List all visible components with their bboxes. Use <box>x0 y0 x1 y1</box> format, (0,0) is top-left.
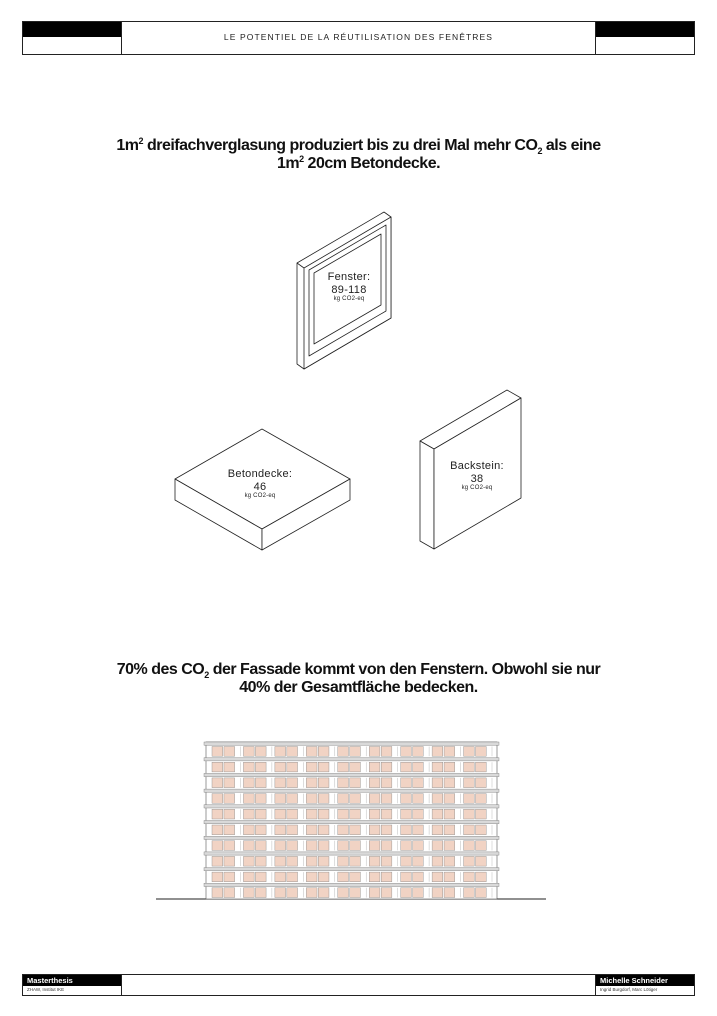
facade-window <box>306 888 317 898</box>
facade-window <box>401 778 412 788</box>
facade-window <box>413 794 424 804</box>
facade-window <box>287 856 298 866</box>
facade-window <box>306 747 317 757</box>
facade-window <box>318 856 329 866</box>
facade-window <box>444 778 455 788</box>
facade-window <box>338 778 349 788</box>
facade-window <box>318 825 329 835</box>
facade-window <box>275 856 286 866</box>
facade-window <box>476 856 487 866</box>
facade-window <box>432 888 443 898</box>
facade-window <box>243 747 254 757</box>
facade-window <box>381 841 392 851</box>
window-label-name: Fenster: <box>327 271 371 283</box>
facade-window <box>275 872 286 882</box>
facade-window <box>381 809 392 819</box>
facade-window <box>212 856 223 866</box>
facade-window <box>369 888 380 898</box>
facade-window <box>476 888 487 898</box>
facade-window <box>306 841 317 851</box>
facade-window <box>369 809 380 819</box>
facade-window <box>401 841 412 851</box>
facade-window <box>243 825 254 835</box>
facade-window <box>369 762 380 772</box>
facade-window <box>287 778 298 788</box>
heading1-text-4: 1m <box>276 155 300 172</box>
facade-window <box>243 778 254 788</box>
facade-window <box>464 825 475 835</box>
facade-window <box>413 825 424 835</box>
facade-window <box>318 778 329 788</box>
facade-window <box>401 762 412 772</box>
facade-window <box>401 872 412 882</box>
facade-window <box>224 747 235 757</box>
facade-window <box>243 841 254 851</box>
facade-window <box>369 825 380 835</box>
facade-window <box>432 762 443 772</box>
facade-window <box>401 856 412 866</box>
facade-window <box>243 888 254 898</box>
facade-window <box>350 825 361 835</box>
facade-window <box>338 762 349 772</box>
facade-window <box>464 888 475 898</box>
facade-window <box>318 762 329 772</box>
floor-slab <box>204 789 499 792</box>
facade-window <box>432 778 443 788</box>
facade-window <box>369 778 380 788</box>
facade-window <box>432 809 443 819</box>
floor-slab <box>204 773 499 776</box>
slab-label-name: Betondecke: <box>227 468 293 480</box>
facade-window <box>224 809 235 819</box>
facade-window <box>432 747 443 757</box>
facade-window <box>287 888 298 898</box>
facade-window <box>444 747 455 757</box>
facade-window <box>212 762 223 772</box>
facade-window <box>401 825 412 835</box>
facade-window <box>444 809 455 819</box>
facade-window <box>444 841 455 851</box>
facade-window <box>464 809 475 819</box>
facade-window <box>464 747 475 757</box>
facade-window <box>318 809 329 819</box>
facade-window <box>255 872 266 882</box>
facade-window <box>369 856 380 866</box>
facade-window <box>413 856 424 866</box>
facade-window <box>444 872 455 882</box>
facade-window <box>476 762 487 772</box>
footer-subtitle-right: Ingrid Burgdorf, Marc Lötiger <box>600 987 658 992</box>
slab-label-unit: kg CO2-eq <box>244 493 276 499</box>
facade-window <box>413 809 424 819</box>
heading1-sub-1: 2 <box>537 146 542 156</box>
facade-window <box>381 762 392 772</box>
heading2-text-2: der Fassade kommt von den Fenstern. Obwohl sie nur <box>208 661 601 678</box>
facade-window <box>212 825 223 835</box>
facade-window <box>476 872 487 882</box>
heading1-text-5: 20cm Betondecke. <box>303 155 441 172</box>
facade-window <box>432 856 443 866</box>
facade-window <box>432 825 443 835</box>
brick-label-value: 38 <box>470 473 484 485</box>
facade-window <box>413 778 424 788</box>
facade-window <box>306 778 317 788</box>
facade-window <box>401 888 412 898</box>
facade-window <box>224 794 235 804</box>
facade-window <box>255 794 266 804</box>
facade-window <box>224 778 235 788</box>
facade-window <box>476 747 487 757</box>
footer-divider-left <box>121 975 122 995</box>
floor-slab <box>204 868 499 871</box>
facade-window <box>338 809 349 819</box>
facade-window <box>275 747 286 757</box>
facade-window <box>338 856 349 866</box>
facade-window <box>275 825 286 835</box>
facade-window <box>287 762 298 772</box>
window-label-value: 89-118 <box>331 284 367 296</box>
facade-window <box>255 809 266 819</box>
facade-window <box>275 778 286 788</box>
facade-window <box>401 747 412 757</box>
facade-window <box>287 809 298 819</box>
facade-window <box>306 825 317 835</box>
facade-window <box>306 856 317 866</box>
facade-window <box>287 872 298 882</box>
footer-title-right: Michelle Schneider <box>596 975 694 986</box>
facade-window <box>476 841 487 851</box>
facade-window <box>338 872 349 882</box>
facade-window <box>255 825 266 835</box>
heading2-sub-1: 2 <box>204 670 209 680</box>
facade-window <box>350 762 361 772</box>
facade-window <box>401 809 412 819</box>
footer-title-left: Masterthesis <box>23 975 121 986</box>
facade-window <box>444 762 455 772</box>
facade-window <box>275 809 286 819</box>
facade-window <box>243 794 254 804</box>
heading1-sup-2: 2 <box>299 154 304 164</box>
facade-window <box>369 841 380 851</box>
window-label-unit: kg CO2-eq <box>333 296 365 302</box>
facade-window <box>306 794 317 804</box>
facade-window <box>413 841 424 851</box>
facade-window <box>224 856 235 866</box>
floor-slab <box>204 883 499 886</box>
facade-window <box>464 762 475 772</box>
facade-window <box>464 872 475 882</box>
facade-window <box>224 825 235 835</box>
facade-window <box>275 888 286 898</box>
slab-label-value: 46 <box>253 481 267 493</box>
facade-window <box>444 794 455 804</box>
facade-window <box>224 888 235 898</box>
facade-window <box>306 872 317 882</box>
facade-window <box>464 856 475 866</box>
floor-slab <box>204 758 499 761</box>
facade-window <box>255 747 266 757</box>
facade-window <box>350 841 361 851</box>
facade-window <box>350 794 361 804</box>
facade-window <box>381 888 392 898</box>
facade-window <box>275 841 286 851</box>
facade-window <box>338 825 349 835</box>
facade-window <box>464 778 475 788</box>
heading2-text-1: 70% des CO <box>116 661 205 678</box>
facade-window <box>413 762 424 772</box>
floor-slab <box>204 742 499 745</box>
facade-window <box>212 809 223 819</box>
heading1-text-2: dreifachverglasung produziert bis zu drei Mal mehr CO <box>143 137 538 154</box>
facade-window <box>255 778 266 788</box>
facade-window <box>350 856 361 866</box>
facade-window <box>255 856 266 866</box>
facade-window <box>338 794 349 804</box>
brick-label-name: Backstein: <box>450 460 504 472</box>
facade-window <box>318 888 329 898</box>
facade-window <box>444 888 455 898</box>
facade-window <box>369 872 380 882</box>
facade-window <box>255 888 266 898</box>
facade-window <box>350 888 361 898</box>
facade-window <box>338 841 349 851</box>
facade-window <box>381 794 392 804</box>
facade-window <box>318 841 329 851</box>
facade-window <box>350 872 361 882</box>
heading1-text-3: als eine <box>541 137 601 154</box>
facade-window <box>212 888 223 898</box>
facade-window <box>212 778 223 788</box>
facade-window <box>432 794 443 804</box>
facade-window <box>350 778 361 788</box>
heading1-text-1: 1m <box>116 137 139 154</box>
facade-window <box>369 794 380 804</box>
facade-window <box>275 794 286 804</box>
facade-window <box>287 841 298 851</box>
header-title: LE POTENTIEL DE LA RÉUTILISATION DES FENÊTRES <box>223 32 494 42</box>
facade-window <box>212 841 223 851</box>
facade-window <box>338 888 349 898</box>
floor-slab <box>204 821 499 824</box>
facade-window <box>381 825 392 835</box>
facade-window <box>464 794 475 804</box>
facade-window <box>350 747 361 757</box>
facade-window <box>243 856 254 866</box>
footer-divider-right <box>595 975 596 995</box>
facade-window <box>306 809 317 819</box>
floor-slab <box>204 836 499 839</box>
heading1-sup-1: 2 <box>138 136 144 146</box>
facade-window <box>381 856 392 866</box>
facade-window <box>413 888 424 898</box>
facade-window <box>413 872 424 882</box>
facade-window <box>464 841 475 851</box>
facade-window <box>476 809 487 819</box>
facade-window <box>413 747 424 757</box>
facade-window <box>224 762 235 772</box>
facade-window <box>224 872 235 882</box>
facade-window <box>306 762 317 772</box>
facade-window <box>255 762 266 772</box>
facade-window <box>243 809 254 819</box>
facade-window <box>444 825 455 835</box>
facade-window <box>318 872 329 882</box>
facade-window <box>212 747 223 757</box>
facade-window <box>476 794 487 804</box>
facade-window <box>275 762 286 772</box>
facade-window <box>212 872 223 882</box>
footer-subtitle-left: ZHAW, Institut IKE <box>27 987 65 992</box>
facade-window <box>432 872 443 882</box>
facade-window <box>444 856 455 866</box>
facade-window <box>350 809 361 819</box>
facade-window <box>243 872 254 882</box>
heading2-text-3: 40% der Gesamtfläche bedecken. <box>239 679 478 696</box>
facade-window <box>381 747 392 757</box>
facade-window <box>287 825 298 835</box>
facade-window <box>369 747 380 757</box>
facade-window <box>287 794 298 804</box>
facade-window <box>381 872 392 882</box>
floor-slab <box>204 805 499 808</box>
facade-window <box>338 747 349 757</box>
page-footer <box>22 974 695 996</box>
facade-window <box>255 841 266 851</box>
facade-window <box>476 778 487 788</box>
facade-window <box>224 841 235 851</box>
facade-window <box>476 825 487 835</box>
brick-label-unit: kg CO2-eq <box>461 485 493 491</box>
facade-window <box>318 747 329 757</box>
floor-slab <box>204 852 499 855</box>
facade-window <box>318 794 329 804</box>
facade-window <box>287 747 298 757</box>
facade-window <box>243 762 254 772</box>
facade-window <box>432 841 443 851</box>
facade-window <box>381 778 392 788</box>
facade-window <box>212 794 223 804</box>
facade-window <box>401 794 412 804</box>
